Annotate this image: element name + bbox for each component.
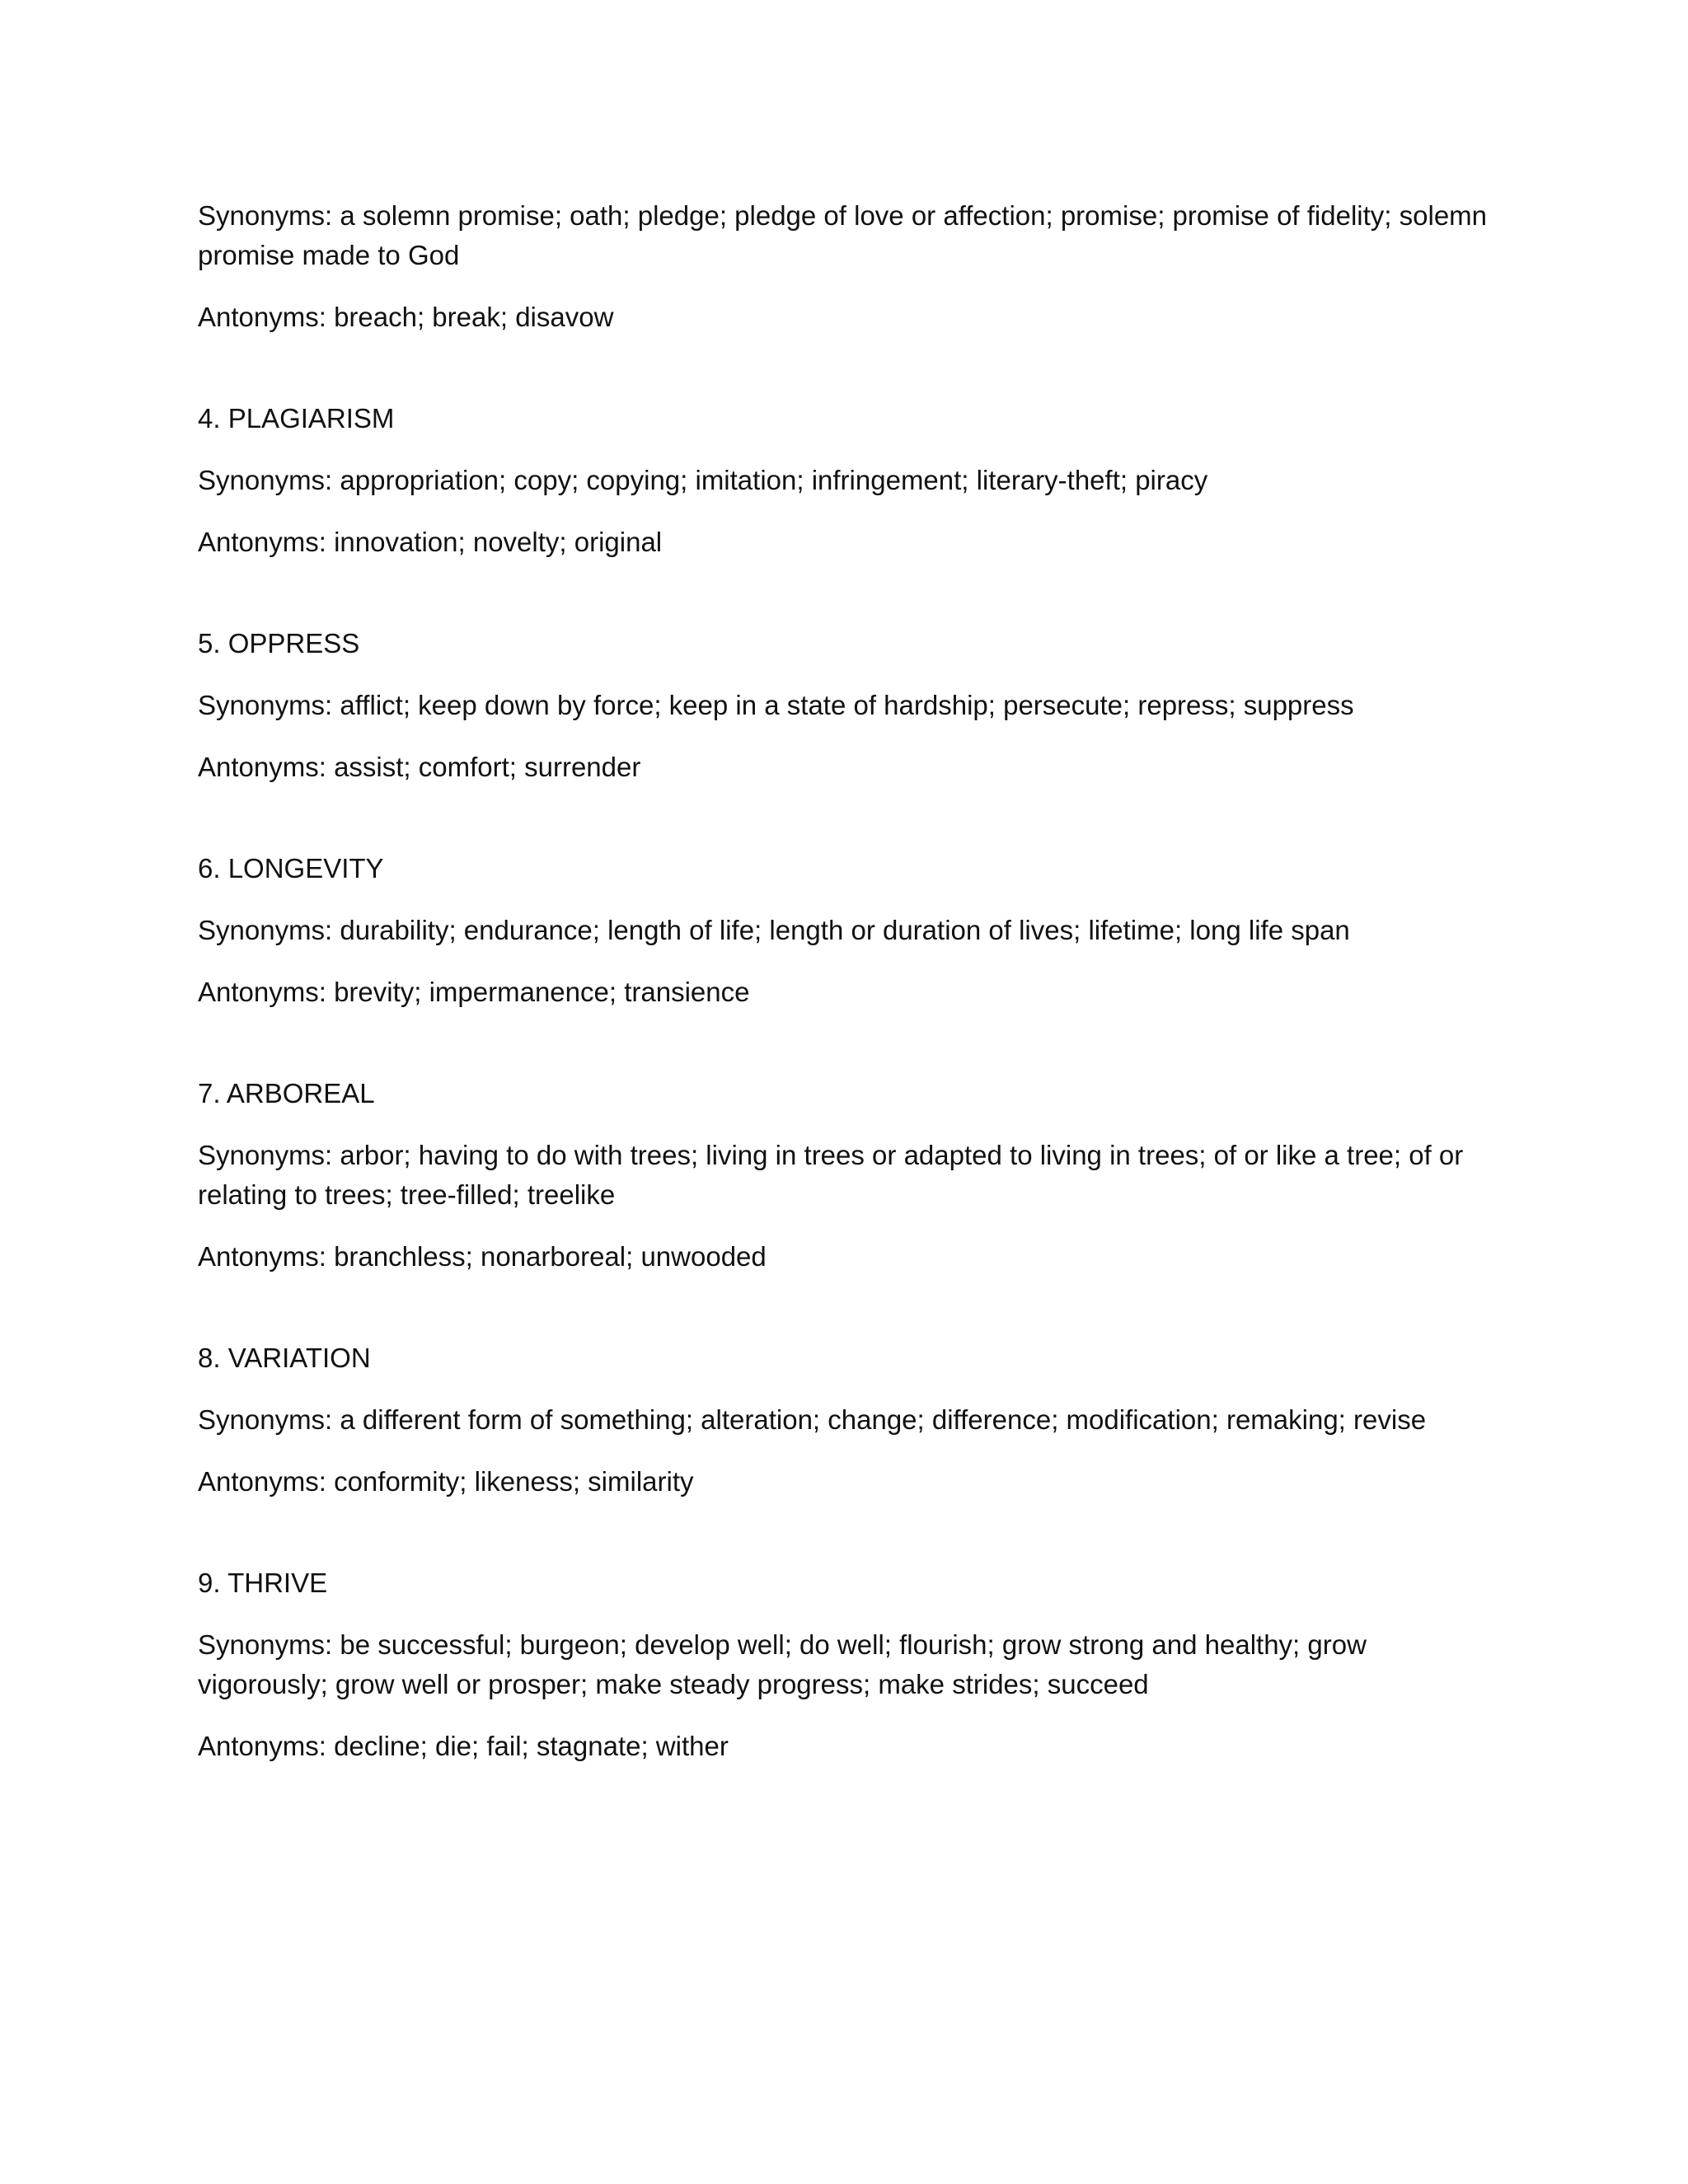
entry-heading: 4. PLAGIARISM [198, 403, 395, 434]
entry-synonyms: Synonyms: afflict; keep down by force; keep in a state of hardship; persecute; repress; suppress [198, 690, 1354, 720]
entry-antonyms: Antonyms: assist; comfort; surrender [198, 752, 641, 782]
continuation-antonyms: Antonyms: breach; break; disavow [198, 302, 614, 332]
entry-heading: 7. ARBOREAL [198, 1078, 375, 1108]
entry-synonyms: Synonyms: a different form of something; alteration; change; difference; modification; remaking; revise [198, 1404, 1427, 1435]
entry-synonyms: Synonyms: durability; endurance; length of life; length or duration of lives; lifetime; long life span [198, 915, 1350, 945]
continuation-synonyms: Synonyms: a solemn promise; oath; pledge; pledge of love or affection; promise; promise of fidelity; solemn promise made to God [198, 200, 1488, 270]
entry-antonyms: Antonyms: branchless; nonarboreal; unwooded [198, 1241, 767, 1272]
entry-antonyms: Antonyms: conformity; likeness; similarity [198, 1466, 694, 1497]
entry-antonyms: Antonyms: innovation; novelty; original [198, 527, 663, 557]
entry-antonyms: Antonyms: decline; die; fail; stagnate; wither [198, 1731, 729, 1761]
entry-heading: 6. LONGEVITY [198, 853, 384, 883]
entry-synonyms: Synonyms: arbor; having to do with trees; living in trees or adapted to living in trees; of or like a tree; of or relating to trees; tree-filled; treelike [198, 1140, 1464, 1210]
entry-heading: 9. THRIVE [198, 1568, 328, 1598]
entry-synonyms: Synonyms: appropriation; copy; copying; imitation; infringement; literary-theft; piracy [198, 465, 1208, 495]
entry-synonyms: Synonyms: be successful; burgeon; develop well; do well; flourish; grow strong and healthy; grow vigorously; grow well or prosper; make steady progress; make strides; succeed [198, 1629, 1367, 1699]
entry-heading: 5. OPPRESS [198, 628, 360, 658]
entry-heading: 8. VARIATION [198, 1343, 371, 1373]
document-body [198, 196, 1492, 1766]
entry-antonyms: Antonyms: brevity; impermanence; transience [198, 977, 750, 1007]
